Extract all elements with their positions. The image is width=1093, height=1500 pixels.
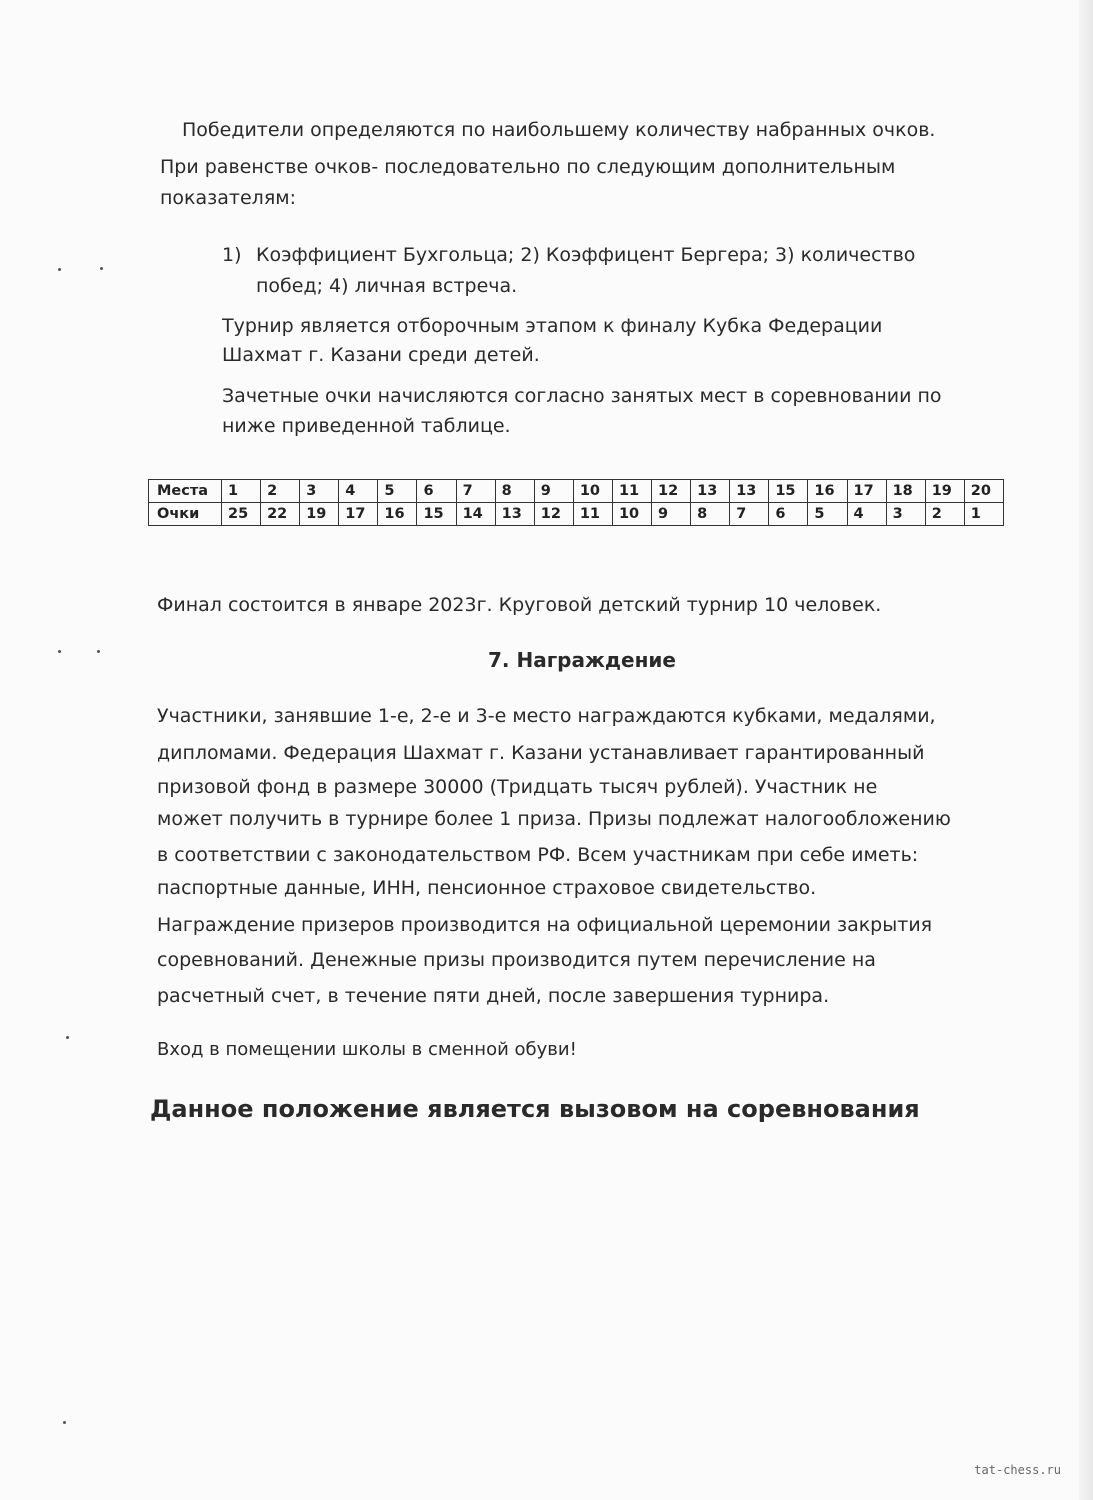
place-cell: 19	[925, 480, 964, 503]
place-cell: 11	[612, 480, 651, 503]
points-cell: 22	[261, 503, 300, 526]
qualifying-line-2: Шахмат г. Казани среди детей.	[222, 344, 540, 366]
points-cell: 16	[378, 503, 417, 526]
place-cell: 6	[417, 480, 456, 503]
place-cell: 9	[534, 480, 573, 503]
place-cell: 2	[261, 480, 300, 503]
place-cell: 17	[847, 480, 886, 503]
page-edge-shadow	[1079, 0, 1093, 1500]
place-cell: 10	[573, 480, 612, 503]
points-cell: 19	[300, 503, 339, 526]
points-cell: 15	[417, 503, 456, 526]
place-cell: 8	[495, 480, 534, 503]
points-cell: 4	[847, 503, 886, 526]
intro-line-3: показателям:	[160, 187, 296, 209]
place-cell: 3	[300, 480, 339, 503]
section-heading-awards: 7. Награждение	[488, 648, 676, 672]
award-line-9: расчетный счет, в течение пяти дней, после завершения турнира.	[157, 985, 830, 1007]
points-table-points-row	[149, 503, 1004, 526]
scan-mark	[58, 268, 61, 271]
places-header-cell: Места	[149, 480, 222, 503]
award-line-5: в соответствии с законодательством РФ. Всем участникам при себе иметь:	[157, 844, 919, 866]
points-cell: 3	[886, 503, 925, 526]
points-cell: 6	[769, 503, 808, 526]
points-cell: 2	[925, 503, 964, 526]
scan-mark	[63, 1421, 66, 1424]
scan-mark	[97, 650, 100, 653]
tiebreak-list-line-2: побед; 4) личная встреча.	[256, 275, 518, 297]
points-cell: 13	[495, 503, 534, 526]
award-line-1: Участники, занявшие 1-е, 2-е и 3-е место награждаются кубками, медалями,	[157, 705, 936, 727]
award-line-3: призовой фонд в размере 30000 (Тридцать тысяч рублей). Участник не	[157, 776, 878, 798]
place-cell: 18	[886, 480, 925, 503]
scan-mark	[58, 650, 61, 653]
scan-mark	[100, 267, 103, 270]
points-cell: 14	[456, 503, 495, 526]
award-line-7: Награждение призеров производится на официальной церемонии закрытия	[157, 914, 933, 936]
award-line-6: паспортные данные, ИНН, пенсионное страховое свидетельство.	[157, 877, 817, 899]
award-line-4: может получить в турнире более 1 приза. Призы подлежат налогообложению	[157, 808, 951, 830]
points-cell: 25	[222, 503, 261, 526]
entry-note: Вход в помещении школы в сменной обуви!	[157, 1039, 577, 1060]
points-table-places-row	[149, 480, 1004, 503]
place-cell: 13	[691, 480, 730, 503]
place-cell: 13	[730, 480, 769, 503]
final-info: Финал состоится в январе 2023г. Круговой детский турнир 10 человек.	[157, 594, 882, 616]
points-cell: 8	[691, 503, 730, 526]
tiebreak-list-number: 1)	[222, 244, 242, 266]
award-line-2: дипломами. Федерация Шахмат г. Казани устанавливает гарантированный	[157, 742, 925, 764]
points-cell: 10	[612, 503, 651, 526]
intro-line-1: Победители определяются по наибольшему количеству набранных очков.	[182, 119, 936, 141]
place-cell: 1	[222, 480, 261, 503]
points-table	[148, 479, 1004, 526]
points-text-line-2: ниже приведенной таблице.	[222, 415, 511, 437]
watermark: tat-chess.ru	[974, 1463, 1061, 1477]
place-cell: 5	[378, 480, 417, 503]
points-cell: 9	[652, 503, 691, 526]
scan-mark	[66, 1036, 69, 1039]
call-statement: Данное положение является вызовом на соревнования	[150, 1095, 920, 1123]
award-line-8: соревнований. Денежные призы производится путем перечисление на	[157, 949, 876, 971]
points-cell: 11	[573, 503, 612, 526]
place-cell: 16	[808, 480, 847, 503]
points-cell: 17	[339, 503, 378, 526]
place-cell: 7	[456, 480, 495, 503]
points-text-line-1: Зачетные очки начисляются согласно занятых мест в соревновании по	[222, 385, 942, 407]
tiebreak-list-line-1: Коэффициент Бухгольца; 2) Коэффицент Бергера; 3) количество	[256, 244, 916, 266]
place-cell: 15	[769, 480, 808, 503]
points-header-cell: Очки	[149, 503, 222, 526]
place-cell: 20	[964, 480, 1003, 503]
intro-line-2: При равенстве очков- последовательно по следующим дополнительным	[160, 156, 896, 178]
place-cell: 4	[339, 480, 378, 503]
qualifying-line-1: Турнир является отборочным этапом к финалу Кубка Федерации	[222, 315, 883, 337]
points-cell: 12	[534, 503, 573, 526]
points-cell: 5	[808, 503, 847, 526]
place-cell: 12	[652, 480, 691, 503]
points-cell: 1	[964, 503, 1003, 526]
points-cell: 7	[730, 503, 769, 526]
